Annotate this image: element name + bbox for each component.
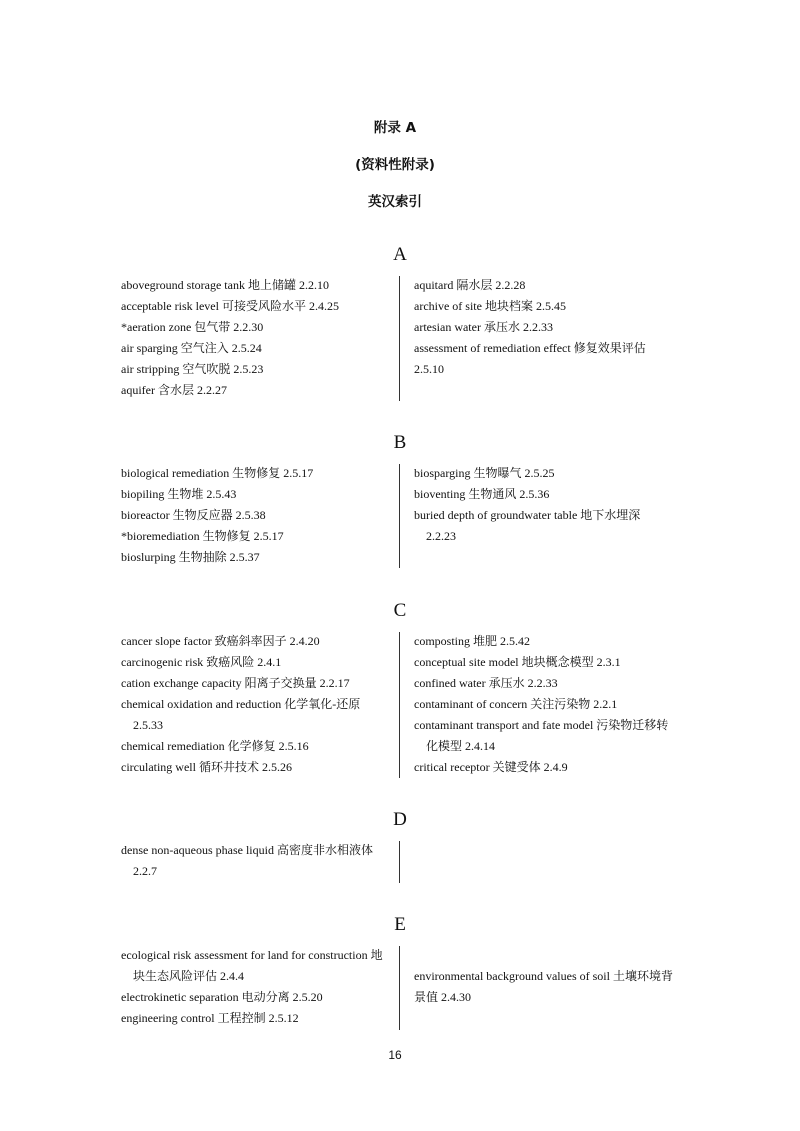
section-letter-e: E [394, 914, 406, 935]
index-entry: confined water 承压水 2.2.33 [414, 676, 558, 690]
section-a-right-column [414, 275, 690, 380]
index-entry: contaminant of concern 关注污染物 2.2.1 [414, 697, 618, 711]
appendix-title: 附录 A [373, 120, 417, 136]
index-entry: assessment of remediation effect 修复效果评估 [414, 341, 646, 355]
index-entry: bioreactor 生物反应器 2.5.38 [121, 508, 266, 522]
column-divider [399, 276, 400, 401]
index-entry: electrokinetic separation 电动分离 2.5.20 [121, 990, 323, 1004]
column-divider [399, 632, 400, 778]
section-e-right-column [414, 966, 682, 1008]
index-entry: aboveground storage tank 地上储罐 2.2.10 [121, 278, 329, 292]
index-entry: bioslurping 生物抽除 2.5.37 [121, 550, 260, 564]
index-entry: engineering control 工程控制 2.5.12 [121, 1011, 299, 1025]
section-letter-c: C [393, 600, 407, 621]
index-entry: aquifer 含水层 2.2.27 [121, 383, 227, 397]
index-entry: aquitard 隔水层 2.2.28 [414, 278, 526, 292]
index-title: 英汉索引 [368, 194, 422, 210]
index-entry: cation exchange capacity 阳离子交换量 2.2.17 [121, 676, 350, 690]
index-entry: cancer slope factor 致癌斜率因子 2.4.20 [121, 634, 320, 648]
section-e-left-column [121, 945, 383, 1029]
index-entry: bioventing 生物通风 2.5.36 [414, 487, 550, 501]
section-b-right-column [414, 463, 664, 547]
index-entry: biopiling 生物堆 2.5.43 [121, 487, 237, 501]
column-divider [399, 464, 400, 568]
index-entry: air sparging 空气注入 2.5.24 [121, 341, 262, 355]
index-entry: *bioremediation 生物修复 2.5.17 [121, 529, 284, 543]
index-entry: biosparging 生物曝气 2.5.25 [414, 466, 555, 480]
index-entry: 2.5.10 [414, 362, 444, 376]
section-letter-d: D [393, 809, 407, 830]
index-entry: dense non-aqueous phase liquid 高密度非水相液体 2.2.7 [121, 843, 373, 878]
index-entry: chemical oxidation and reduction 化学氧化-还原 2.5.33 [121, 697, 361, 732]
index-entry: biological remediation 生物修复 2.5.17 [121, 466, 314, 480]
index-entry: air stripping 空气吹脱 2.5.23 [121, 362, 264, 376]
section-d-left-column [121, 840, 386, 882]
index-entry: circulating well 循环井技术 2.5.26 [121, 760, 292, 774]
appendix-note: (资料性附录) [355, 157, 435, 173]
section-c-right-column [414, 631, 682, 778]
section-a-left-column [121, 275, 389, 401]
index-entry: buried depth of groundwater table 地下水埋深 2.2.23 [414, 508, 641, 543]
section-letter-a: A [393, 244, 407, 265]
index-entry: artesian water 承压水 2.2.33 [414, 320, 553, 334]
column-divider [399, 841, 400, 883]
page-number: 16 [388, 1048, 402, 1062]
index-entry: carcinogenic risk 致癌风险 2.4.1 [121, 655, 282, 669]
section-letter-b: B [393, 432, 407, 453]
index-entry: conceptual site model 地块概念模型 2.3.1 [414, 655, 621, 669]
index-entry: chemical remediation 化学修复 2.5.16 [121, 739, 309, 753]
column-divider [399, 946, 400, 1030]
index-entry: *aeration zone 包气带 2.2.30 [121, 320, 264, 334]
index-entry: contaminant transport and fate model 污染物迁移转 化模型 2.4.14 [414, 718, 669, 753]
index-entry: environmental background values of soil 土壤环境背景值 2.4.30 [414, 969, 673, 1004]
section-c-left-column [121, 631, 375, 778]
index-entry: ecological risk assessment for land for construction 地块生态风险评估 2.4.4 [121, 948, 383, 983]
index-entry: acceptable risk level 可接受风险水平 2.4.25 [121, 299, 339, 313]
index-entry: composting 堆肥 2.5.42 [414, 634, 530, 648]
section-b-left-column [121, 463, 389, 568]
index-entry: critical receptor 关键受体 2.4.9 [414, 760, 568, 774]
index-entry: archive of site 地块档案 2.5.45 [414, 299, 566, 313]
